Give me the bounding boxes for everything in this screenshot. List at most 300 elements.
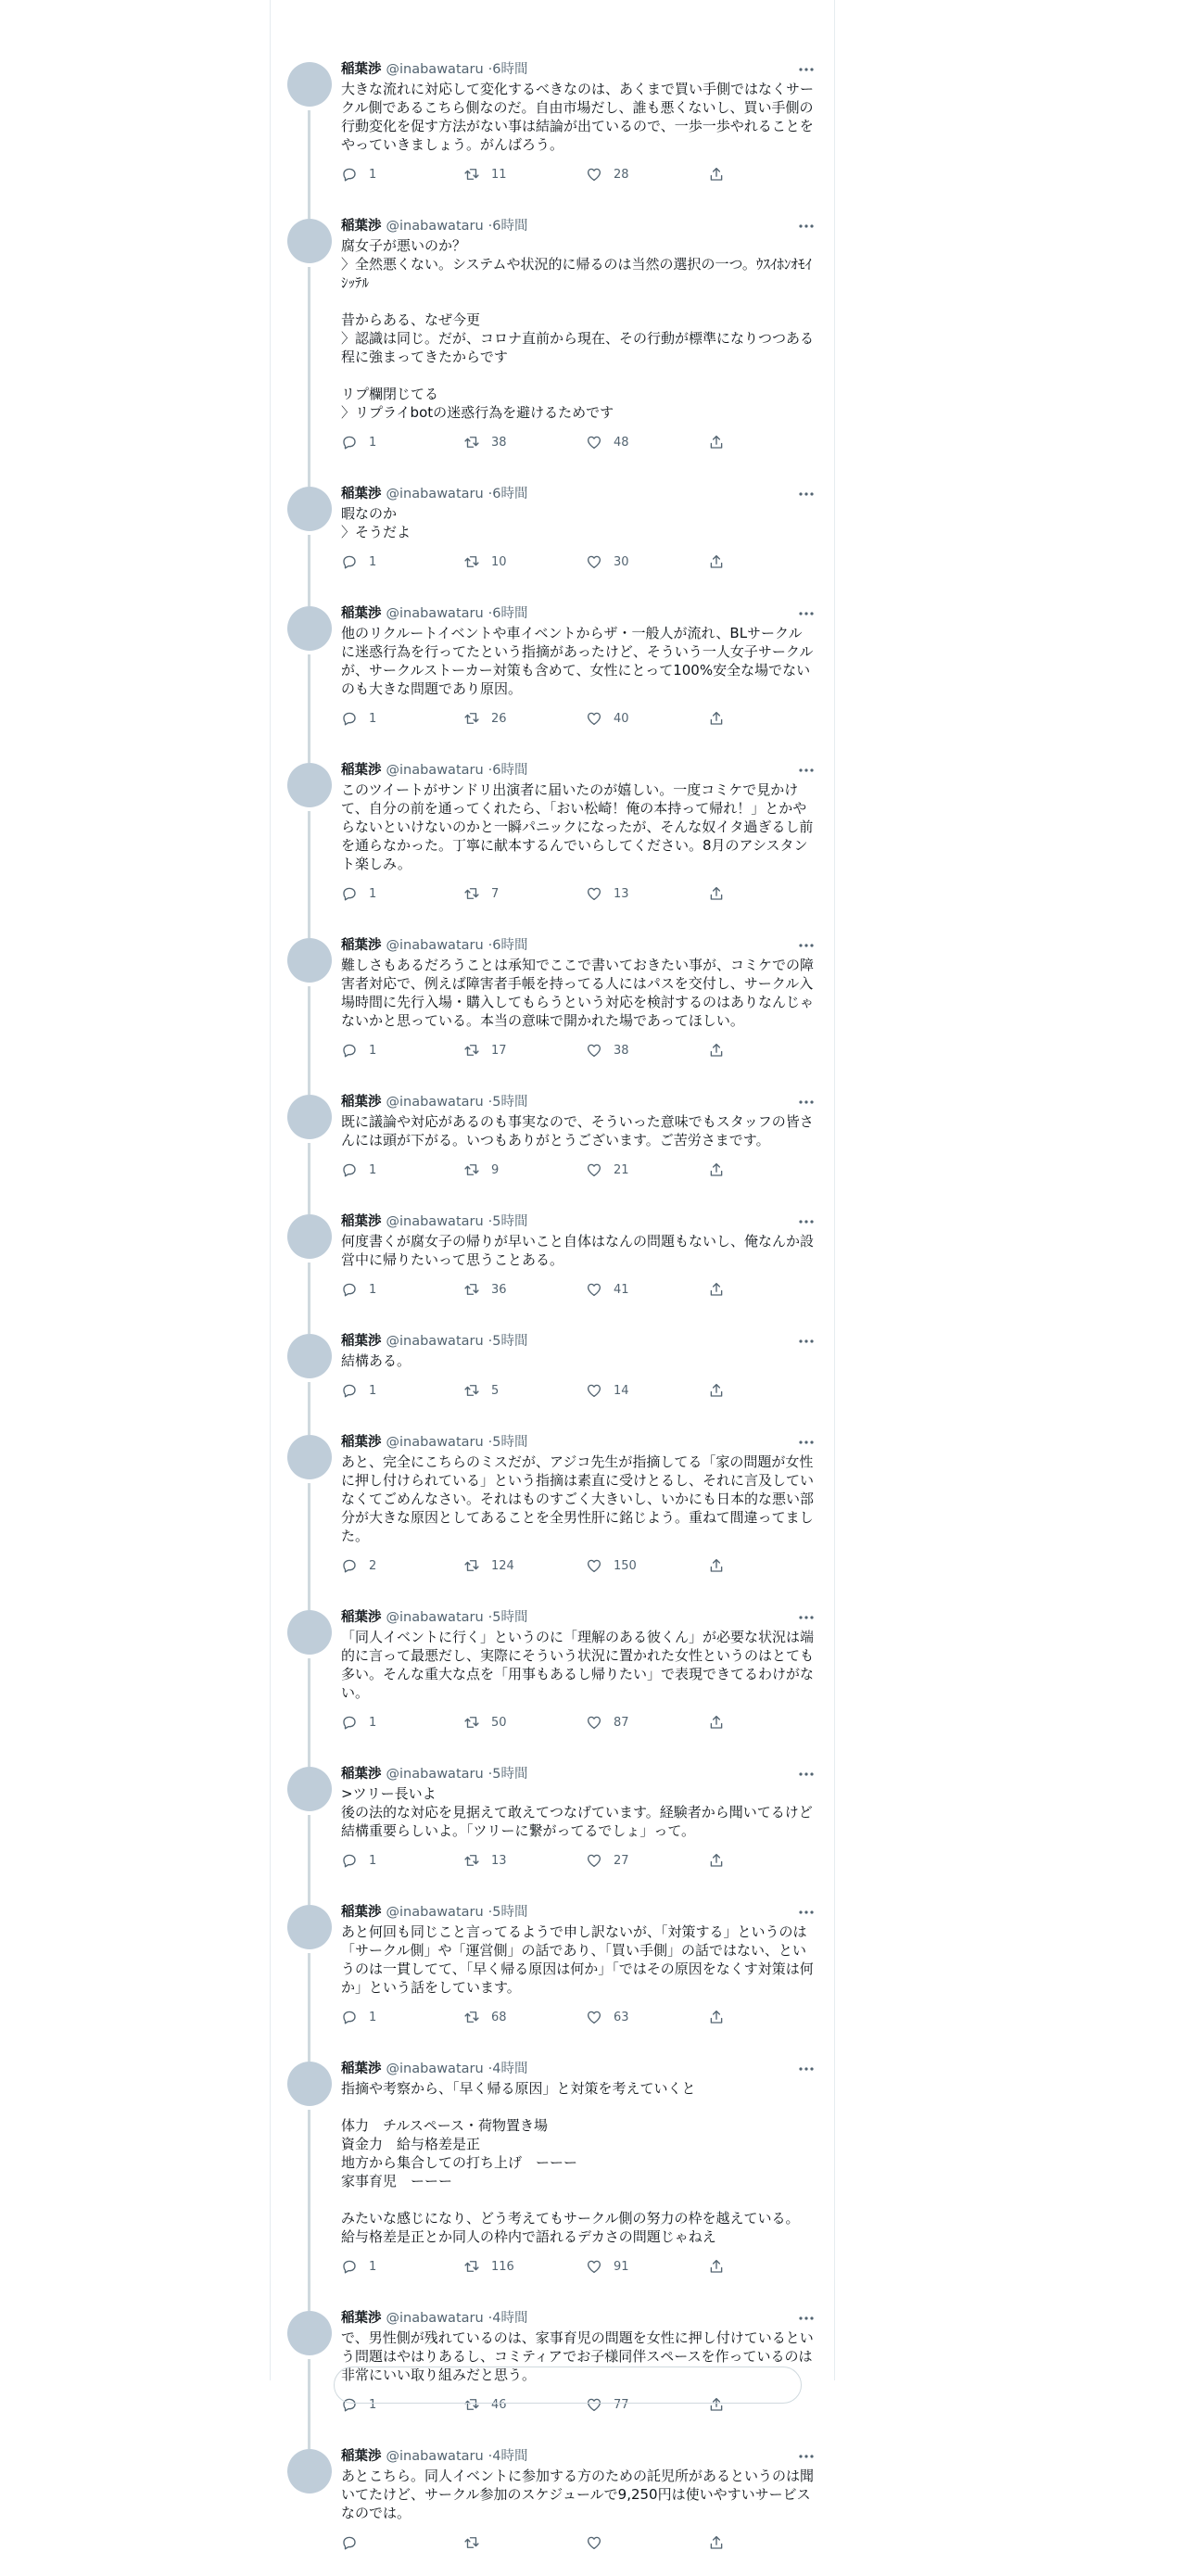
tweet[interactable] — [271, 752, 834, 927]
reply-button[interactable] — [341, 1042, 463, 1059]
avatar[interactable] — [287, 1334, 332, 1378]
thread-line — [308, 654, 310, 763]
user-handle[interactable]: @inabawataru — [386, 1435, 484, 1450]
retweet-icon — [463, 1852, 480, 1869]
tweet-text: 大きな流れに対応して変化するべきなのは、あくまで買い手側ではなくサークル側であるこちら側なのだ。自由市場だし、誰も悪くないし、買い手側の行動変化を促す方法がない事は結論が出ているので、一歩一歩やれることをやっていきましょう。がんばろう。 — [341, 81, 815, 153]
thread-line — [308, 1953, 310, 2062]
reply-button[interactable] — [341, 885, 463, 902]
avatar[interactable] — [287, 1767, 332, 1811]
tweet-text: 暇なのか 〉そうだよ — [341, 505, 411, 540]
more-options-icon[interactable] — [797, 1765, 816, 1783]
like-button[interactable] — [586, 885, 708, 902]
share-button[interactable] — [708, 1714, 725, 1731]
tweet-header — [341, 604, 816, 623]
like-count: 91 — [614, 2259, 629, 2274]
tweet[interactable] — [271, 1084, 834, 1203]
timestamp[interactable]: 4時間 — [492, 2311, 528, 2326]
avatar[interactable] — [287, 219, 332, 263]
tweet[interactable] — [271, 2438, 834, 2576]
reply-count: 2 — [369, 1558, 377, 1573]
timestamp[interactable]: 5時間 — [492, 1334, 528, 1349]
separator: · — [487, 62, 493, 77]
user-handle[interactable]: @inabawataru — [386, 606, 484, 621]
avatar[interactable] — [287, 487, 332, 531]
user-handle[interactable]: @inabawataru — [386, 487, 484, 501]
retweet-button[interactable] — [463, 434, 586, 450]
display-name[interactable]: 稲葉渉 — [341, 62, 382, 77]
action-bar — [341, 1556, 816, 1599]
action-bar — [341, 2257, 816, 2300]
like-button[interactable] — [586, 710, 708, 727]
retweet-button[interactable] — [463, 1042, 586, 1059]
heart-icon — [586, 1281, 602, 1298]
reply-count: 1 — [369, 1282, 377, 1297]
avatar[interactable] — [287, 1095, 332, 1139]
separator: · — [487, 219, 493, 234]
tweet-text: >ツリー長いよ 後の法的な対応を見据えて敢えてつなげています。経験者から聞いてるけど結構重要らしいよ。「ツリーに繋がってるでしょ」って。 — [341, 1785, 813, 1839]
reply-icon — [341, 885, 358, 902]
separator: · — [487, 2311, 493, 2326]
display-name[interactable]: 稲葉渉 — [341, 1095, 382, 1110]
tweet-text: 指摘や考察から、「早く帰る原因」と対策を考えていくと 体力 チルスペース・荷物置き場 資金力 給与格差是正 地方から集合しての打ち上げ ーーー 家事育児 ーーー みたいな感じになり、どう考えてもサークル側の努力の枠を越えている。 給与格差是正とか同人の枠内で語れるデカさの問題じゃねえ — [341, 2080, 800, 2245]
more-options-icon[interactable] — [797, 60, 816, 79]
tweet[interactable] — [271, 208, 834, 476]
share-button[interactable] — [708, 710, 725, 727]
heart-icon — [586, 885, 602, 902]
like-button[interactable] — [586, 1557, 708, 1574]
display-name[interactable]: 稲葉渉 — [341, 1767, 382, 1782]
tweet-content — [341, 1433, 816, 1599]
display-name[interactable]: 稲葉渉 — [341, 938, 382, 953]
like-count: 13 — [614, 886, 629, 901]
reply-icon — [341, 1042, 358, 1059]
user-handle[interactable]: @inabawataru — [386, 1214, 484, 1229]
avatar[interactable] — [287, 1435, 332, 1479]
reply-button[interactable] — [341, 166, 463, 183]
tweet-text: 他のリクルートイベントや車イベントからザ・一般人が流れ、BLサークルに迷惑行為を行ってたという指摘があったけど、そういう一人女子サークルが、サークルストーカー対策も含めて、女性にとって100%安全な場でないのも大きな問題であり原因。 — [341, 625, 814, 697]
display-name[interactable]: 稲葉渉 — [341, 487, 382, 501]
separator: · — [487, 1435, 493, 1450]
share-button[interactable] — [708, 1281, 725, 1298]
avatar[interactable] — [287, 938, 332, 983]
more-options-icon[interactable] — [797, 2060, 816, 2078]
display-name[interactable]: 稲葉渉 — [341, 1610, 382, 1625]
share-button[interactable] — [708, 2258, 725, 2275]
like-count: 87 — [614, 1715, 629, 1730]
retweet-count: 116 — [491, 2259, 514, 2274]
tweet-content — [341, 1608, 816, 1756]
separator: · — [487, 2449, 493, 2464]
retweet-count: 9 — [491, 1162, 500, 1177]
reply-button[interactable] — [341, 434, 463, 450]
retweet-button[interactable] — [463, 2009, 586, 2025]
user-handle[interactable]: @inabawataru — [386, 219, 484, 234]
reply-icon — [341, 166, 358, 183]
share-button[interactable] — [708, 1161, 725, 1178]
retweet-count: 17 — [491, 1043, 507, 1058]
tweet[interactable] — [271, 1203, 834, 1323]
reply-icon — [341, 1161, 358, 1178]
like-button[interactable] — [586, 166, 708, 183]
share-icon — [708, 1714, 725, 1731]
timestamp[interactable]: 6時間 — [492, 219, 528, 234]
share-icon — [708, 1557, 725, 1574]
share-icon — [708, 1161, 725, 1178]
more-options-icon[interactable] — [797, 2309, 816, 2328]
tweet-content — [341, 1093, 816, 1203]
timestamp[interactable]: 5時間 — [492, 1435, 528, 1450]
thread-line — [308, 1815, 310, 1905]
tweet-header — [341, 1433, 816, 1452]
thread-line — [308, 267, 310, 487]
retweet-icon — [463, 1557, 480, 1574]
share-button[interactable] — [708, 1382, 725, 1399]
retweet-icon — [463, 1714, 480, 1731]
share-icon — [708, 2534, 725, 2551]
timestamp[interactable]: 6時間 — [492, 938, 528, 953]
tweet-text: で、男性側が残れているのは、家事育児の問題を女性に押し付けているという問題はやはりあるし、コミティアでお子様同伴スペースを作っているのは非常にいい取り組みだと思う。 — [341, 2329, 814, 2383]
retweet-icon — [463, 2009, 480, 2025]
tweet-text: 「同人イベントに行く」というのに「理解のある彼くん」が必要な状況は端的に言って最悪だし、実際にそういう状況に置かれた女性というのはとても多い。そんな重大な点を「用事もあるし帰りたい」で表現できてるわけがない。 — [341, 1629, 815, 1701]
reply-button[interactable] — [341, 1281, 463, 1298]
tweet-header — [341, 1765, 816, 1783]
user-handle[interactable]: @inabawataru — [386, 2449, 484, 2464]
like-count: 38 — [614, 1043, 629, 1058]
more-options-icon[interactable] — [797, 936, 816, 955]
tweet-text: あとこちら。同人イベントに参加する方のための託児所があるというのは聞いてたけど、サークル参加のスケジュールで9,250円は使いやすいサービスなのでは。 — [341, 2468, 815, 2521]
reply-count: 1 — [369, 886, 377, 901]
share-button[interactable] — [708, 1042, 725, 1059]
thread-line — [308, 2359, 310, 2449]
tweet-header — [341, 217, 816, 235]
retweet-button[interactable] — [463, 553, 586, 570]
user-handle[interactable]: @inabawataru — [386, 1095, 484, 1110]
reply-icon — [341, 2258, 358, 2275]
avatar[interactable] — [287, 606, 332, 651]
more-options-icon[interactable] — [797, 1903, 816, 1922]
display-name[interactable]: 稲葉渉 — [341, 606, 382, 621]
reply-button[interactable] — [341, 553, 463, 570]
tweet-content — [341, 2447, 816, 2576]
tweet[interactable] — [271, 1323, 834, 1424]
tweet-text: 何度書くが腐女子の帰りが早いこと自体はなんの問題もないし、俺なんか設営中に帰りたいって思うことある。 — [341, 1233, 815, 1268]
action-bar — [341, 1713, 816, 1756]
more-options-icon[interactable] — [797, 217, 816, 235]
reply-icon — [341, 553, 358, 570]
reply-icon — [341, 710, 358, 727]
tweet[interactable] — [271, 927, 834, 1084]
retweet-count: 7 — [491, 886, 500, 901]
more-options-icon[interactable] — [797, 1608, 816, 1627]
tweet-content — [341, 761, 816, 927]
share-icon — [708, 434, 725, 450]
user-handle[interactable]: @inabawataru — [386, 1767, 484, 1782]
like-button[interactable] — [586, 2534, 708, 2551]
more-options-icon[interactable] — [797, 1433, 816, 1452]
timestamp[interactable]: 6時間 — [492, 62, 528, 77]
retweet-button[interactable] — [463, 166, 586, 183]
thread-line — [308, 1658, 310, 1767]
like-button[interactable] — [586, 1714, 708, 1731]
separator: · — [487, 2062, 493, 2076]
like-count: 27 — [614, 1853, 629, 1868]
action-bar — [341, 165, 816, 208]
tweet-header — [341, 761, 816, 780]
more-options-icon[interactable] — [797, 2447, 816, 2466]
like-button[interactable] — [586, 1042, 708, 1059]
display-name[interactable]: 稲葉渉 — [341, 2449, 382, 2464]
share-button[interactable] — [708, 166, 725, 183]
reply-button[interactable] — [341, 1852, 463, 1869]
retweet-button[interactable] — [463, 1382, 586, 1399]
separator: · — [487, 1767, 493, 1782]
display-name[interactable]: 稲葉渉 — [341, 219, 382, 234]
timeline-column — [270, 0, 835, 2521]
tweet-text: あと何回も同じこと言ってるようで申し訳ないが、「対策する」というのは「サークル側」や「運営側」の話であり、「買い手側」の話ではない、というのは一貫してて、「早く帰る原因は何か」「ではその原因をなくす対策は何か」という話をしています。 — [341, 1923, 814, 1996]
share-button[interactable] — [708, 2534, 725, 2551]
timestamp[interactable]: 5時間 — [492, 1767, 528, 1782]
reply-button[interactable] — [341, 2534, 463, 2551]
retweet-button[interactable] — [463, 1852, 586, 1869]
retweet-button[interactable] — [463, 1281, 586, 1298]
retweet-button[interactable] — [463, 710, 586, 727]
heart-icon — [586, 1042, 602, 1059]
reply-button[interactable] — [341, 1382, 463, 1399]
share-icon — [708, 885, 725, 902]
tweet[interactable] — [271, 2050, 834, 2300]
tweet-content — [341, 1332, 816, 1424]
timestamp[interactable]: 5時間 — [492, 1610, 528, 1625]
like-count: 40 — [614, 711, 629, 726]
reply-count: 1 — [369, 1383, 377, 1398]
avatar[interactable] — [287, 2311, 332, 2355]
more-options-icon[interactable] — [797, 485, 816, 503]
more-options-icon[interactable] — [797, 604, 816, 623]
thread-line — [308, 2110, 310, 2311]
separator: · — [487, 1214, 493, 1229]
reply-button[interactable] — [341, 1714, 463, 1731]
separator: · — [487, 1610, 493, 1625]
heart-icon — [586, 710, 602, 727]
share-icon — [708, 166, 725, 183]
like-count: 41 — [614, 1282, 629, 1297]
retweet-icon — [463, 166, 480, 183]
timestamp[interactable]: 6時間 — [492, 606, 528, 621]
like-count: 150 — [614, 1558, 637, 1573]
tweet[interactable] — [271, 1894, 834, 2050]
reply-button[interactable] — [341, 1161, 463, 1178]
user-handle[interactable]: @inabawataru — [386, 2062, 484, 2076]
retweet-count: 46 — [491, 2397, 507, 2412]
tweet-content — [341, 936, 816, 1084]
like-button[interactable] — [586, 1382, 708, 1399]
heart-icon — [586, 2009, 602, 2025]
share-icon — [708, 1382, 725, 1399]
retweet-icon — [463, 1042, 480, 1059]
retweet-count: 38 — [491, 435, 507, 450]
retweet-button[interactable] — [463, 1161, 586, 1178]
display-name[interactable]: 稲葉渉 — [341, 2062, 382, 2076]
tweet-header — [341, 2060, 816, 2078]
thread-line — [308, 110, 310, 219]
share-button[interactable] — [708, 434, 725, 450]
retweet-count: 124 — [491, 1558, 514, 1573]
like-button[interactable] — [586, 2258, 708, 2275]
tweet-content — [341, 1765, 816, 1894]
tweet-header — [341, 2309, 816, 2328]
more-options-icon[interactable] — [797, 1332, 816, 1351]
user-handle[interactable]: @inabawataru — [386, 62, 484, 77]
display-name[interactable]: 稲葉渉 — [341, 2311, 382, 2326]
avatar[interactable] — [287, 1905, 332, 1949]
reply-icon — [341, 2534, 358, 2551]
reply-button[interactable] — [341, 1557, 463, 1574]
timestamp[interactable]: 5時間 — [492, 1905, 528, 1920]
user-handle[interactable]: @inabawataru — [386, 1334, 484, 1349]
reply-input[interactable] — [334, 2367, 802, 2404]
like-button[interactable] — [586, 2009, 708, 2025]
action-bar — [341, 1041, 816, 1084]
like-count: 77 — [614, 2397, 629, 2412]
timestamp[interactable]: 5時間 — [492, 1214, 528, 1229]
reply-icon — [341, 1382, 358, 1399]
like-count: 48 — [614, 435, 629, 450]
display-name[interactable]: 稲葉渉 — [341, 1905, 382, 1920]
reply-icon — [341, 1714, 358, 1731]
tweet[interactable] — [271, 51, 834, 208]
retweet-count: 26 — [491, 711, 507, 726]
more-options-icon[interactable] — [797, 761, 816, 780]
display-name[interactable]: 稲葉渉 — [341, 763, 382, 778]
user-handle[interactable]: @inabawataru — [386, 2311, 484, 2326]
timestamp[interactable]: 5時間 — [492, 1095, 528, 1110]
avatar[interactable] — [287, 62, 332, 107]
share-button[interactable] — [708, 2009, 725, 2025]
tweet[interactable] — [271, 1599, 834, 1756]
reply-button[interactable] — [341, 710, 463, 727]
separator: · — [487, 1334, 493, 1349]
user-handle[interactable]: @inabawataru — [386, 1610, 484, 1625]
share-button[interactable] — [708, 885, 725, 902]
action-bar — [341, 2533, 816, 2576]
tweet-header — [341, 1608, 816, 1627]
user-handle[interactable]: @inabawataru — [386, 763, 484, 778]
tweet[interactable] — [271, 595, 834, 752]
like-count: 63 — [614, 2010, 629, 2024]
reply-icon — [341, 1557, 358, 1574]
tweet[interactable] — [271, 476, 834, 595]
user-handle[interactable]: @inabawataru — [386, 1905, 484, 1920]
tweet-content — [341, 1212, 816, 1323]
avatar[interactable] — [287, 2449, 332, 2494]
display-name[interactable]: 稲葉渉 — [341, 1334, 382, 1349]
action-bar — [341, 433, 816, 476]
action-bar — [341, 1381, 816, 1424]
reply-count: 1 — [369, 1715, 377, 1730]
avatar[interactable] — [287, 1214, 332, 1259]
tweet-text: 腐女子が悪いのか？ 〉全然悪くない。システムや状況的に帰るのは当然の選択の一つ。ｳｽｲﾎﾝｵﾓｲｼｯﾃﾙ 昔からある、なぜ今更 〉認識は同じ。だが、コロナ直前から現在、その行動が標準になりつつある程に強まってきたからです リプ欄閉じてる 〉リプライbotの迷惑行為を避けるためです — [341, 237, 815, 421]
retweet-count: 68 — [491, 2010, 507, 2024]
retweet-button[interactable] — [463, 1557, 586, 1574]
retweet-button[interactable] — [463, 1714, 586, 1731]
retweet-icon — [463, 1382, 480, 1399]
avatar[interactable] — [287, 1610, 332, 1655]
avatar[interactable] — [287, 2062, 332, 2106]
retweet-button[interactable] — [463, 2258, 586, 2275]
action-bar — [341, 1161, 816, 1203]
heart-icon — [586, 2258, 602, 2275]
heart-icon — [586, 1714, 602, 1731]
thread-line — [308, 986, 310, 1095]
retweet-button[interactable] — [463, 885, 586, 902]
like-button[interactable] — [586, 553, 708, 570]
reply-count: 1 — [369, 1162, 377, 1177]
reply-icon — [341, 434, 358, 450]
tweet[interactable] — [271, 1756, 834, 1894]
avatar[interactable] — [287, 763, 332, 807]
like-count: 14 — [614, 1383, 629, 1398]
retweet-count: 13 — [491, 1853, 507, 1868]
timestamp[interactable]: 6時間 — [492, 763, 528, 778]
heart-icon — [586, 1382, 602, 1399]
separator: · — [487, 938, 493, 953]
retweet-count: 11 — [491, 167, 507, 182]
like-button[interactable] — [586, 1852, 708, 1869]
like-button[interactable] — [586, 434, 708, 450]
reply-icon — [341, 2009, 358, 2025]
share-button[interactable] — [708, 1557, 725, 1574]
share-icon — [708, 710, 725, 727]
separator: · — [487, 763, 493, 778]
share-icon — [708, 1042, 725, 1059]
retweet-icon — [463, 553, 480, 570]
reply-button[interactable] — [341, 2258, 463, 2275]
share-icon — [708, 1281, 725, 1298]
reply-button[interactable] — [341, 2009, 463, 2025]
display-name[interactable]: 稲葉渉 — [341, 1214, 382, 1229]
tweet-header — [341, 60, 816, 79]
like-button[interactable] — [586, 1281, 708, 1298]
heart-icon — [586, 1557, 602, 1574]
share-button[interactable] — [708, 1852, 725, 1869]
reply-count: 1 — [369, 2259, 377, 2274]
heart-icon — [586, 166, 602, 183]
retweet-button[interactable] — [463, 2534, 586, 2551]
retweet-count: 36 — [491, 1282, 507, 1297]
tweet-content — [341, 1903, 816, 2050]
like-button[interactable] — [586, 1161, 708, 1178]
tweet-content — [341, 2060, 816, 2300]
more-options-icon[interactable] — [797, 1212, 816, 1231]
action-bar — [341, 1851, 816, 1894]
tweet-text: 結構ある。 — [341, 1352, 411, 1369]
timestamp[interactable]: 4時間 — [492, 2062, 528, 2076]
reply-count: 1 — [369, 167, 377, 182]
timestamp[interactable]: 4時間 — [492, 2449, 528, 2464]
share-icon — [708, 2009, 725, 2025]
tweet[interactable] — [271, 1424, 834, 1599]
more-options-icon[interactable] — [797, 1093, 816, 1111]
tweet-content — [341, 60, 816, 208]
display-name[interactable]: 稲葉渉 — [341, 1435, 382, 1450]
timestamp[interactable]: 6時間 — [492, 487, 528, 501]
user-handle[interactable]: @inabawataru — [386, 938, 484, 953]
retweet-icon — [463, 885, 480, 902]
tweet-text: あと、完全にこちらのミスだが、アジコ先生が指摘してる「家の問題が女性に押し付けられている」という指摘は素直に受けとるし、それに言及していなくてごめんなさい。それはものすごく大きいし、いかにも日本的な悪い部分が大きな原因としてあることを全男性肝に銘じよう。重ねて間違ってました。 — [341, 1453, 815, 1544]
share-button[interactable] — [708, 553, 725, 570]
share-icon — [708, 1852, 725, 1869]
retweet-icon — [463, 1161, 480, 1178]
